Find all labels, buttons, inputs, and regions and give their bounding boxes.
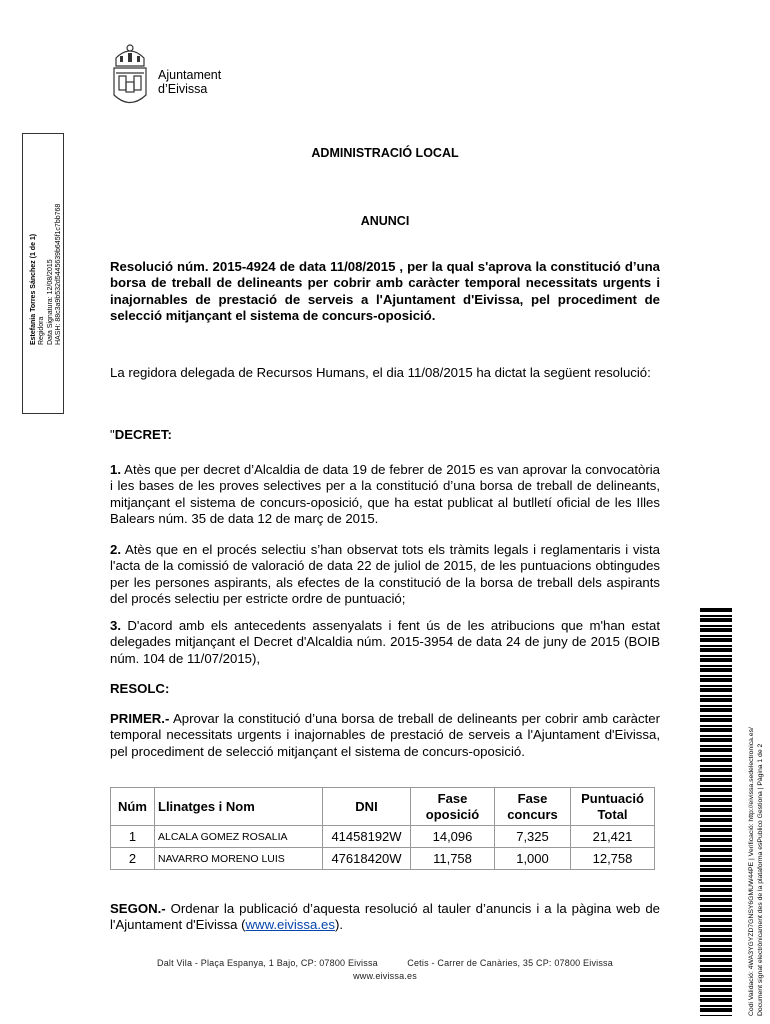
- primer-label: PRIMER.-: [110, 711, 170, 726]
- primer-text: Aprovar la constitució d’una borsa de treball de delineants per cobrir amb caràcter temporal necessitats urgents i inajornables de prestació de serveis a l'Ajuntament d'Eivissa, pel procediment de selecció mitjançant el sistema de concurs-oposició.: [110, 711, 660, 759]
- point-2-num: 2.: [110, 542, 121, 557]
- footer-addresses: [110, 958, 660, 968]
- cell-fase-oposicio: 14,096: [411, 826, 495, 848]
- point-1-text: Atès que per decret d’Alcaldia de data 19 de febrer de 2015 es van aprovar la convocatòria i les bases de les proves selectives per a la constitució d’una borsa de treball de delineants, mitjançant el sistema de concurs-oposició, que ha estat publicat al butlletí oficial de les Illes Balears núm. 35 de data 12 de març de 2015.: [110, 462, 660, 527]
- verification-platform: Document signat electrònicament des de la plataforma esPublico Gestiona | Pàgina 1 de 2: [756, 743, 764, 1016]
- footer-address-2: Cetis - Carrer de Canàries, 35 CP: 07800 Eivissa: [407, 958, 613, 968]
- point-1-num: 1.: [110, 462, 121, 477]
- col-name: Llinatges i Nom: [155, 788, 323, 826]
- cell-total: 21,421: [571, 826, 655, 848]
- verification-code: Codi Validació: 4WA3YGYZD7GNSY6GMUW44PE | Verificació: http://eivissa.sedelectronica.es/: [748, 727, 755, 1016]
- point-3-num: 3.: [110, 618, 121, 633]
- intro-paragraph: La regidora delegada de Recursos Humans, el dia 11/08/2015 ha dictat la següent resolució:: [110, 365, 651, 380]
- table-row: [111, 826, 655, 848]
- table-header-row: [111, 788, 655, 826]
- cell-name: NAVARRO MORENO LUIS: [155, 848, 323, 870]
- cell-fase-oposicio: 11,758: [411, 848, 495, 870]
- cell-name: ALCALA GOMEZ ROSALIA: [155, 826, 323, 848]
- primer-paragraph: [110, 711, 660, 760]
- col-fase-concurs: Fase concurs: [495, 788, 571, 826]
- results-table: [110, 787, 655, 870]
- point-2-text: Atès que en el procés selectiu s’han observat tots els tràmits legals i reglamentaris i vista l'acta de la comissió de valoració de data 22 de juliol de 2015, de les puntuacions obtingudes per les persones aspirants, als efectes de la constitució de la borsa de treball dels aspirants del procés selectiu per estricte ordre de puntuació;: [110, 542, 660, 607]
- cell-fase-concurs: 1,000: [495, 848, 571, 870]
- signature-info: [30, 185, 64, 345]
- cell-fase-concurs: 7,325: [495, 826, 571, 848]
- segon-label: SEGON.-: [110, 901, 166, 916]
- footer-address-1: Dalt Vila - Plaça Espanya, 1 Bajo, CP: 07800 Eivissa: [157, 958, 378, 968]
- decret-quote: ": [110, 427, 115, 442]
- signature-hash: HASH: 88c3a9b532d5445639b645f1c7bb768: [55, 203, 63, 345]
- signature-date: Data Signatura: 12/08/2015: [46, 259, 54, 345]
- logo-text: [158, 68, 221, 96]
- point-2: [110, 542, 660, 608]
- point-3: [110, 618, 660, 667]
- cell-dni: 41458192W: [323, 826, 411, 848]
- col-num: Núm: [111, 788, 155, 826]
- footer-web: www.eivissa.es: [353, 971, 417, 981]
- decret-text: DECRET:: [114, 427, 172, 442]
- table-row: [111, 848, 655, 870]
- decret-label: [110, 427, 660, 443]
- segon-paragraph: [110, 901, 660, 934]
- cell-dni: 47618420W: [323, 848, 411, 870]
- resolc-heading: RESOLC:: [110, 681, 170, 696]
- point-3-text: D'acord amb els antecedents assenyalats i fent ús de les atribucions que m'han estat delegades mitjançant el Decret d'Alcaldia núm. 2015-3954 de data 24 de juny de 2015 (BOIB núm. 104 de 11/07/2015),: [110, 618, 660, 666]
- signer-role: Regidora: [38, 316, 46, 345]
- verification-info: [748, 727, 765, 1016]
- anunci-heading: ANUNCI: [360, 214, 410, 228]
- logo-line1: Ajuntament: [158, 68, 222, 82]
- resolution-title: Resolució núm. 2015-4924 de data 11/08/2015 , per la qual s'aprova la constitució d’una borsa de treball de delineants per cobrir amb caràcter temporal necessitats urgents i inajornables de prestació de serveis a l'Ajuntament d'Eivissa, pel procediment de selecció mitjançant el sistema de concurs-oposició.: [110, 259, 660, 324]
- signer-name: Estefania Torres Sánchez (1 de 1): [30, 233, 37, 345]
- cell-num: 2: [111, 848, 155, 870]
- col-dni: DNI: [323, 788, 411, 826]
- cell-num: 1: [111, 826, 155, 848]
- cell-total: 12,758: [571, 848, 655, 870]
- website-link[interactable]: www.eivissa.es: [245, 917, 335, 933]
- col-fase-oposicio: Fase oposició: [411, 788, 495, 826]
- admin-heading: ADMINISTRACIÓ LOCAL: [311, 146, 459, 160]
- segon-text: Ordenar la publicació d’aquesta resolució al tauler d’anuncis i a la pàgina web de l'Ajuntament d'Eivissa (: [110, 901, 660, 933]
- point-1: [110, 462, 660, 528]
- segon-end: ).: [334, 917, 343, 933]
- barcode-icon: [700, 608, 732, 1016]
- col-total: Puntuació Total: [571, 788, 655, 826]
- logo-line2: d’Eivissa: [158, 82, 208, 96]
